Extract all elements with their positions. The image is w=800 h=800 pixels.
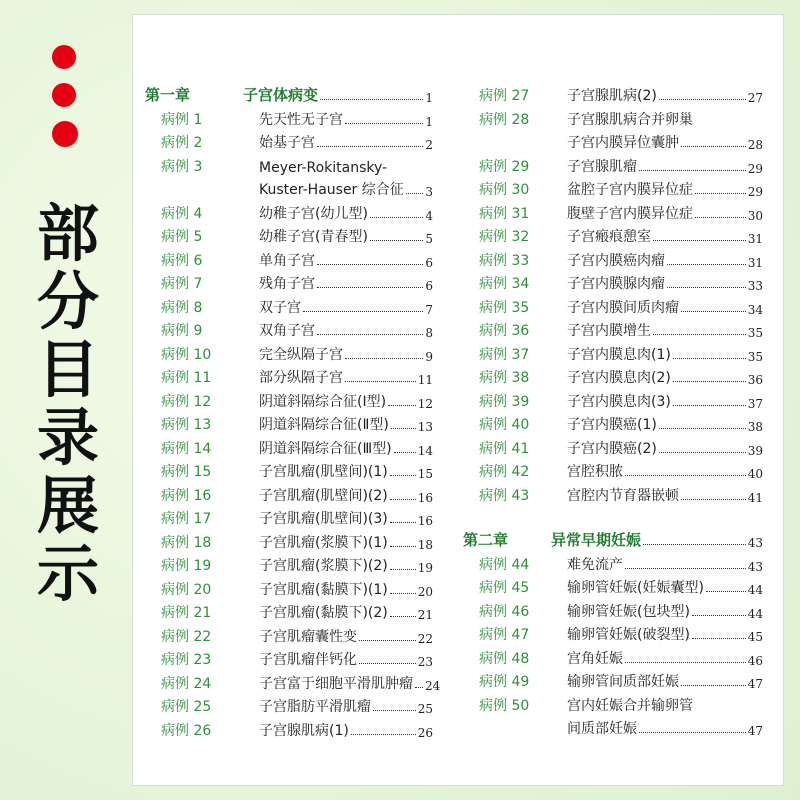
case-title: 阴道斜隔综合征(Ⅰ型): [259, 393, 387, 410]
case-number: 病例 50: [479, 697, 530, 714]
page-number: 31: [747, 232, 763, 246]
case-number: 病例 38: [479, 370, 530, 386]
case-title: 双子宫: [259, 299, 301, 316]
case-number: 病例 13: [161, 417, 212, 433]
case-number: 病例 29: [479, 158, 530, 175]
case-title: 子宫内膜增生: [567, 323, 651, 339]
side-title-char: 部: [36, 197, 99, 270]
toc-entry: [133, 201, 433, 223]
case-title: 输卵管妊娠(包块型): [567, 603, 690, 620]
dot-leader: [406, 193, 424, 194]
case-number: 病例 19: [161, 558, 212, 574]
page-number: 2: [425, 138, 433, 152]
dot-leader: [317, 287, 423, 288]
case-number: 病例 48: [479, 650, 530, 667]
case-title: 子宫肌瘤(肌壁间)(3): [259, 511, 388, 527]
chapter-title: 子宫体病变: [243, 86, 319, 104]
case-number: 病例 28: [479, 111, 530, 128]
page-number: 47: [747, 724, 763, 738]
case-title: 完全纵隔子宫: [259, 346, 343, 363]
toc-entry: [133, 107, 433, 129]
toc-entry: [133, 530, 433, 552]
chapter-number: 第二章: [463, 531, 509, 549]
case-title: 子宫肌瘤(肌壁间)(2): [259, 487, 388, 504]
case-number: 病例 26: [161, 722, 212, 739]
page-number: 6: [425, 279, 433, 293]
case-number: 病例 16: [161, 487, 212, 504]
dot-leader: [390, 593, 416, 594]
toc-entry: [451, 552, 763, 574]
dot-leader: [359, 640, 416, 641]
toc-entry: [451, 130, 763, 152]
toc-entry: [451, 318, 763, 340]
page-number: 24: [425, 678, 441, 693]
toc-entry: [451, 646, 763, 668]
page-number: 44: [747, 583, 763, 597]
page-number: 38: [747, 420, 763, 434]
case-title: 子宫肌瘤(肌壁间)(1): [259, 464, 388, 480]
case-title: 先天性无子宫: [259, 111, 343, 128]
case-number: 病例 23: [161, 652, 212, 668]
case-title: 幼稚子宫(青春型): [259, 229, 368, 245]
page-number: 16: [417, 514, 433, 528]
case-number: 病例 6: [161, 252, 203, 269]
page-number: 8: [425, 326, 433, 340]
toc-page: [132, 14, 784, 786]
dot-leader: [303, 311, 423, 312]
toc-entry: [133, 365, 433, 387]
dot-leader: [673, 358, 746, 359]
case-number: 病例 43: [479, 487, 530, 504]
page-number: 46: [747, 653, 763, 668]
dot-leader: [653, 334, 746, 335]
page-number: 18: [417, 537, 433, 552]
toc-entry: [451, 177, 763, 199]
dot-leader: [659, 99, 746, 100]
dot-leader: [681, 146, 746, 147]
page-number: 13: [417, 420, 433, 434]
case-number: 病例 5: [161, 229, 203, 245]
dot-leader: [345, 358, 423, 359]
case-number: 病例 17: [161, 511, 212, 527]
dot-leader: [345, 123, 423, 124]
page-number: 5: [425, 232, 433, 246]
dot-leader: [345, 381, 416, 382]
toc-entry: [133, 506, 433, 528]
case-title: 子宫腺肌瘤: [567, 158, 637, 175]
case-title: 子宫瘢痕憩室: [567, 229, 651, 245]
toc-entry: [133, 154, 433, 176]
toc-entry: [133, 671, 441, 693]
case-number: 病例 11: [161, 370, 212, 386]
dot-leader: [370, 217, 423, 218]
toc-entry: [133, 248, 433, 270]
case-number: 病例 15: [161, 464, 212, 480]
case-number: 病例 8: [161, 299, 203, 316]
toc-entry: [451, 248, 763, 270]
toc-entry: [451, 342, 763, 364]
page-number: 6: [425, 255, 433, 270]
case-number: 病例 44: [479, 556, 530, 573]
page-number: 9: [425, 349, 433, 364]
case-number: 病例 41: [479, 440, 530, 457]
case-number: 病例 24: [161, 675, 212, 692]
side-title-char: 分: [36, 265, 99, 338]
case-title: 子宫肌瘤(浆膜下)(1): [259, 534, 388, 551]
toc-entry: [451, 154, 763, 176]
toc-entry: [133, 694, 433, 716]
case-title: 子宫肌瘤(浆膜下)(2): [259, 558, 388, 574]
toc-entry: [451, 693, 763, 715]
dot-leader: [667, 264, 746, 265]
page-number: 25: [417, 702, 433, 716]
page-number: 23: [417, 655, 433, 669]
page-number: 20: [417, 584, 433, 599]
toc-entry: [451, 107, 763, 129]
dot-leader: [373, 710, 416, 711]
case-title: 腹壁子宫内膜异位症: [567, 205, 693, 222]
case-title: 子宫腺肌病(1): [259, 722, 349, 739]
case-title: 间质部妊娠: [567, 721, 637, 737]
page-number: 22: [417, 631, 433, 646]
case-title: 子宫肌瘤伴钙化: [259, 652, 357, 668]
case-number: 病例 36: [479, 323, 530, 339]
red-dot-icon: [52, 83, 76, 107]
side-title-char: 示: [36, 537, 99, 610]
dot-leader: [667, 287, 746, 288]
case-title: 双角子宫: [259, 323, 315, 339]
page-number: 39: [747, 443, 763, 458]
case-number: 病例 4: [161, 205, 203, 222]
toc-entry: [133, 553, 433, 575]
case-title: 子宫内膜癌(1): [567, 417, 657, 433]
dot-leader: [370, 240, 423, 241]
dot-leader: [390, 616, 416, 617]
dot-leader: [695, 217, 746, 218]
toc-entry: [451, 575, 763, 597]
case-title: 始基子宫: [259, 135, 315, 151]
case-number: 病例 7: [161, 276, 203, 292]
page-number: 11: [417, 373, 433, 387]
toc-entry: [133, 177, 433, 199]
case-title: Kuster-Hauser 综合征: [259, 182, 404, 198]
dot-leader: [317, 146, 423, 147]
dot-leader: [390, 522, 416, 523]
toc-chapter-entry: [451, 528, 763, 550]
page-number: 12: [417, 396, 433, 411]
dot-leader: [625, 568, 746, 569]
case-number: 病例 31: [479, 205, 530, 222]
case-title: 子宫富于细胞平滑肌肿瘤: [259, 675, 413, 692]
toc-entry: [133, 600, 433, 622]
dot-leader: [681, 311, 746, 312]
toc-entry: [133, 647, 433, 669]
toc-entry: [451, 224, 763, 246]
page-number: 30: [747, 208, 763, 223]
page-number: 14: [417, 443, 433, 458]
case-title: 输卵管间质部妊娠: [567, 674, 679, 690]
dot-leader: [351, 734, 416, 735]
chapter-number: 第一章: [145, 86, 191, 104]
toc-entry: [451, 271, 763, 293]
case-number: 病例 47: [479, 627, 530, 643]
page-number: 31: [747, 255, 763, 270]
toc-entry: [133, 459, 433, 481]
case-title: 宫内妊娠合并输卵管: [567, 697, 693, 714]
case-number: 病例 1: [161, 111, 203, 128]
dot-leader: [659, 452, 746, 453]
case-title: 残角子宫: [259, 276, 315, 292]
case-number: 病例 49: [479, 674, 530, 690]
toc-entry: [451, 436, 763, 458]
page-number: 7: [425, 302, 433, 317]
toc-entry: [133, 389, 433, 411]
case-title: 部分纵隔子宫: [259, 370, 343, 386]
case-title: 宫角妊娠: [567, 650, 623, 667]
case-title: 阴道斜隔综合征(Ⅱ型): [259, 417, 389, 433]
toc-entry: [133, 342, 433, 364]
dot-leader: [673, 405, 746, 406]
case-number: 病例 30: [479, 182, 530, 198]
case-title: 单角子宫: [259, 252, 315, 269]
page-number: 15: [417, 467, 433, 481]
page-number: 27: [747, 91, 763, 105]
case-number: 病例 22: [161, 628, 212, 645]
page-number: 45: [747, 630, 763, 644]
toc-entry: [451, 716, 763, 738]
dot-leader: [390, 475, 416, 476]
dot-leader: [706, 591, 746, 592]
toc-entry: [133, 718, 433, 740]
page-number: 47: [747, 677, 763, 691]
dot-leader: [391, 428, 416, 429]
red-dot-icon: [52, 45, 76, 69]
case-title: 盆腔子宫内膜异位症: [567, 182, 693, 198]
toc-entry: [451, 599, 763, 621]
toc-entry: [133, 318, 433, 340]
toc-entry: [133, 483, 433, 505]
case-number: 病例 33: [479, 252, 530, 269]
toc-entry: [451, 201, 763, 223]
page-number: 35: [747, 349, 763, 364]
case-number: 病例 45: [479, 580, 530, 596]
dot-leader: [390, 569, 416, 570]
page-number: 21: [417, 608, 433, 622]
page-number: 40: [747, 467, 763, 481]
toc-entry: [133, 577, 433, 599]
toc-entry: [451, 459, 763, 481]
page-number: 29: [747, 185, 763, 199]
toc-entry: [133, 130, 433, 152]
toc-entry: [451, 412, 763, 434]
dot-leader: [317, 334, 423, 335]
page-number: 16: [417, 490, 433, 505]
case-title: 输卵管妊娠(破裂型): [567, 627, 690, 643]
case-number: 病例 12: [161, 393, 212, 410]
page-number: 26: [417, 725, 433, 740]
case-title: 子宫脂肪平滑肌瘤: [259, 699, 371, 715]
case-title: 子宫内膜癌肉瘤: [567, 252, 665, 269]
side-title-char: 展: [36, 469, 99, 542]
case-number: 病例 37: [479, 346, 530, 363]
case-number: 病例 9: [161, 323, 203, 339]
case-title: 子宫内膜息肉(2): [567, 370, 671, 386]
page-number: 3: [425, 185, 433, 199]
case-number: 病例 34: [479, 276, 530, 292]
case-title: 宫腔积脓: [567, 464, 623, 480]
side-title-char: 录: [36, 401, 99, 474]
dot-leader: [625, 662, 746, 663]
page-number: 44: [747, 606, 763, 621]
dot-leader: [695, 193, 746, 194]
dot-leader: [390, 499, 416, 500]
toc-entry: [133, 224, 433, 246]
page-number: 36: [747, 373, 763, 387]
page-number: 33: [747, 279, 763, 293]
dot-leader: [625, 475, 746, 476]
case-number: 病例 20: [161, 581, 212, 598]
case-number: 病例 21: [161, 605, 212, 621]
case-number: 病例 18: [161, 534, 212, 551]
case-number: 病例 35: [479, 299, 530, 316]
toc-entry: [451, 669, 763, 691]
page-number: 35: [747, 326, 763, 340]
toc-entry: [133, 295, 433, 317]
case-number: 病例 14: [161, 440, 212, 457]
page-number: 28: [747, 138, 763, 152]
case-number: 病例 10: [161, 346, 212, 363]
dot-leader: [359, 663, 416, 664]
toc-entry: [133, 624, 433, 646]
case-title: 子宫内膜息肉(1): [567, 346, 671, 363]
case-title: 子宫内膜间质肉瘤: [567, 299, 679, 316]
toc-entry: [133, 436, 433, 458]
case-title: 输卵管妊娠(妊娠囊型): [567, 580, 704, 596]
case-number: 病例 3: [161, 158, 203, 175]
dot-leader: [639, 732, 746, 733]
dot-leader: [394, 452, 416, 453]
dot-leader: [390, 546, 416, 547]
case-title: 子宫肌瘤(黏膜下)(1): [259, 581, 388, 598]
case-title: 幼稚子宫(幼儿型): [259, 205, 368, 222]
toc-entry: [451, 389, 763, 411]
side-title-char: 目: [36, 333, 99, 406]
case-title: Meyer-Rokitansky-: [259, 159, 388, 176]
case-number: 病例 32: [479, 229, 530, 245]
case-title: 难免流产: [567, 556, 623, 573]
case-title: 阴道斜隔综合征(Ⅲ型): [259, 440, 392, 457]
toc-chapter-entry: [133, 83, 433, 105]
dot-leader: [681, 685, 746, 686]
case-number: 病例 27: [479, 88, 530, 104]
dot-leader: [653, 240, 746, 241]
case-number: 病例 46: [479, 603, 530, 620]
case-number: 病例 39: [479, 393, 530, 410]
page-number: 19: [417, 561, 433, 575]
case-title: 子宫内膜癌(2): [567, 440, 657, 457]
page-number: 4: [425, 208, 433, 223]
page-number: 1: [425, 91, 433, 105]
dot-leader: [681, 499, 746, 500]
dot-leader: [643, 544, 746, 545]
side-title: [28, 197, 108, 610]
dot-leader: [388, 405, 416, 406]
toc-entry: [133, 412, 433, 434]
page-number: 29: [747, 161, 763, 176]
toc-entry: [133, 271, 433, 293]
dot-leader: [659, 428, 746, 429]
case-title: 子宫腺肌病合并卵巢: [567, 111, 693, 128]
page-number: 43: [747, 559, 763, 574]
case-number: 病例 40: [479, 417, 530, 433]
dot-leader: [320, 99, 423, 100]
toc-entry: [451, 365, 763, 387]
page-number: 37: [747, 396, 763, 411]
case-number: 病例 42: [479, 464, 530, 480]
case-title: 子宫内膜异位囊肿: [567, 135, 679, 151]
dot-leader: [317, 264, 423, 265]
chapter-title: 异常早期妊娠: [551, 531, 642, 549]
red-dot-icon: [52, 121, 78, 147]
case-number: 病例 2: [161, 135, 203, 151]
toc-entry: [451, 83, 763, 105]
page-number: 41: [747, 490, 763, 505]
case-title: 子宫内膜腺肉瘤: [567, 276, 665, 292]
toc-entry: [451, 295, 763, 317]
dot-leader: [692, 638, 746, 639]
toc-entry: [451, 483, 763, 505]
page-number: 43: [747, 536, 763, 550]
decorative-dots: [52, 45, 78, 161]
dot-leader: [692, 615, 746, 616]
case-title: 子宫肌瘤囊性变: [259, 628, 357, 645]
case-title: 宫腔内节育器嵌顿: [567, 487, 679, 504]
page-number: 34: [747, 302, 763, 317]
dot-leader: [639, 170, 746, 171]
case-title: 子宫肌瘤(黏膜下)(2): [259, 605, 388, 621]
dot-leader: [415, 687, 423, 688]
case-title: 子宫腺肌病(2): [567, 88, 657, 104]
case-number: 病例 25: [161, 699, 212, 715]
dot-leader: [673, 381, 746, 382]
page-number: 1: [425, 114, 433, 129]
case-title: 子宫内膜息肉(3): [567, 393, 671, 410]
toc-entry: [451, 622, 763, 644]
